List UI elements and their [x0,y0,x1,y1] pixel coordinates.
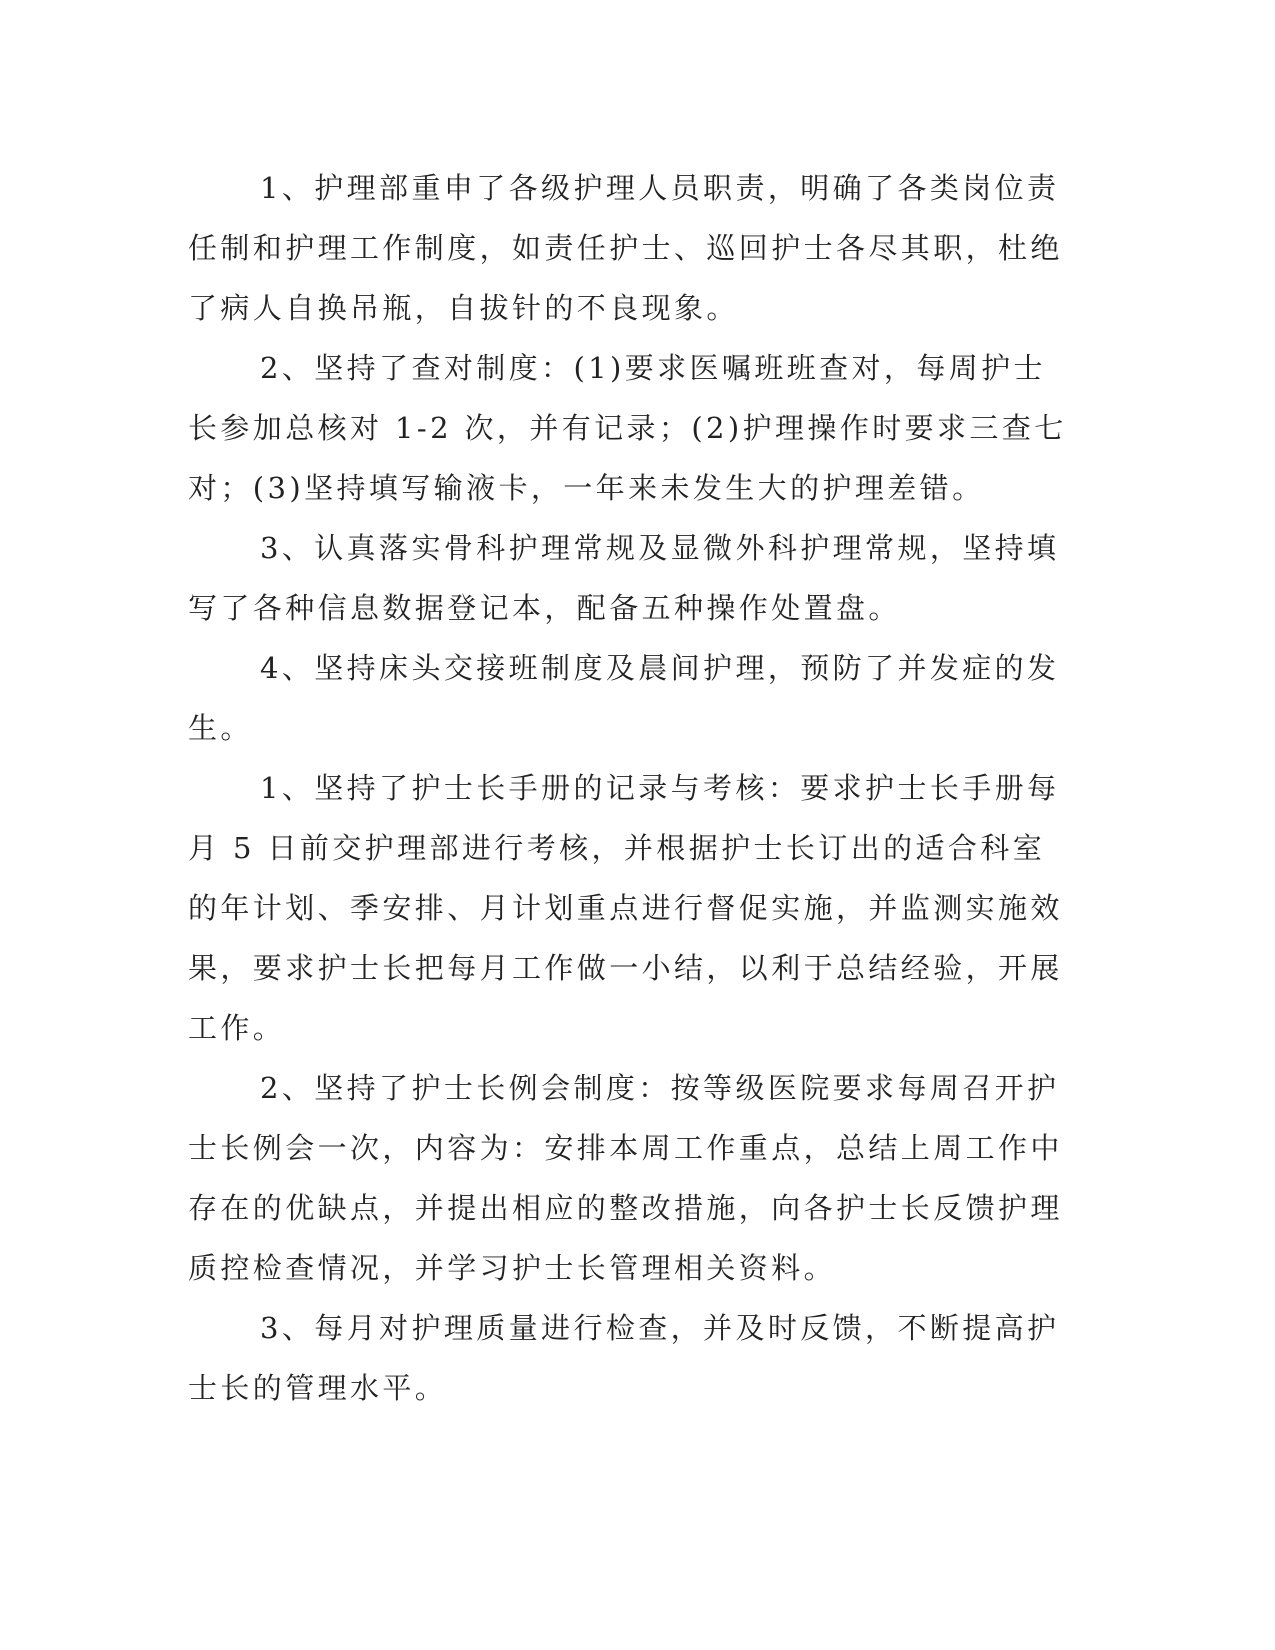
paragraph-7: 3、每月对护理质量进行检查，并及时反馈，不断提高护士长的管理水平。 [188,1311,1060,1405]
paragraph-6: 2、坚持了护士长例会制度：按等级医院要求每周召开护士长例会一次，内容为：安排本周工作重点，总结上周工作中存在的优缺点，并提出相应的整改措施，向各护士长反馈护理质控检查情况，并学习护士长管理相关资料。 [188,1071,1063,1285]
paragraph-3: 3、认真落实骨科护理常规及显微外科护理常规，坚持填写了各种信息数据登记本，配备五种操作处置盘。 [188,531,1060,625]
paragraph-5: 1、坚持了护士长手册的记录与考核：要求护士长手册每月 5 日前交护理部进行考核，并根据护士长订出的适合科室的年计划、季安排、月计划重点进行督促实施，并监测实施效果，要求护士长把每月工作做一小结，以利于总结经验，开展工作。 [188,771,1063,1045]
document-body [188,158,1073,1418]
paragraph-2: 2、坚持了查对制度：(1)要求医嘱班班查对，每周护士长参加总核对 1-2 次，并有记录；(2)护理操作时要求三查七对；(3)坚持填写输液卡，一年来未发生大的护理差错。 [188,351,1067,505]
paragraph-1: 1、护理部重申了各级护理人员职责，明确了各类岗位责任制和护理工作制度，如责任护士、巡回护士各尽其职，杜绝了病人自换吊瓶，自拔针的不良现象。 [188,171,1063,325]
paragraph-4: 4、坚持床头交接班制度及晨间护理，预防了并发症的发生。 [188,651,1060,745]
